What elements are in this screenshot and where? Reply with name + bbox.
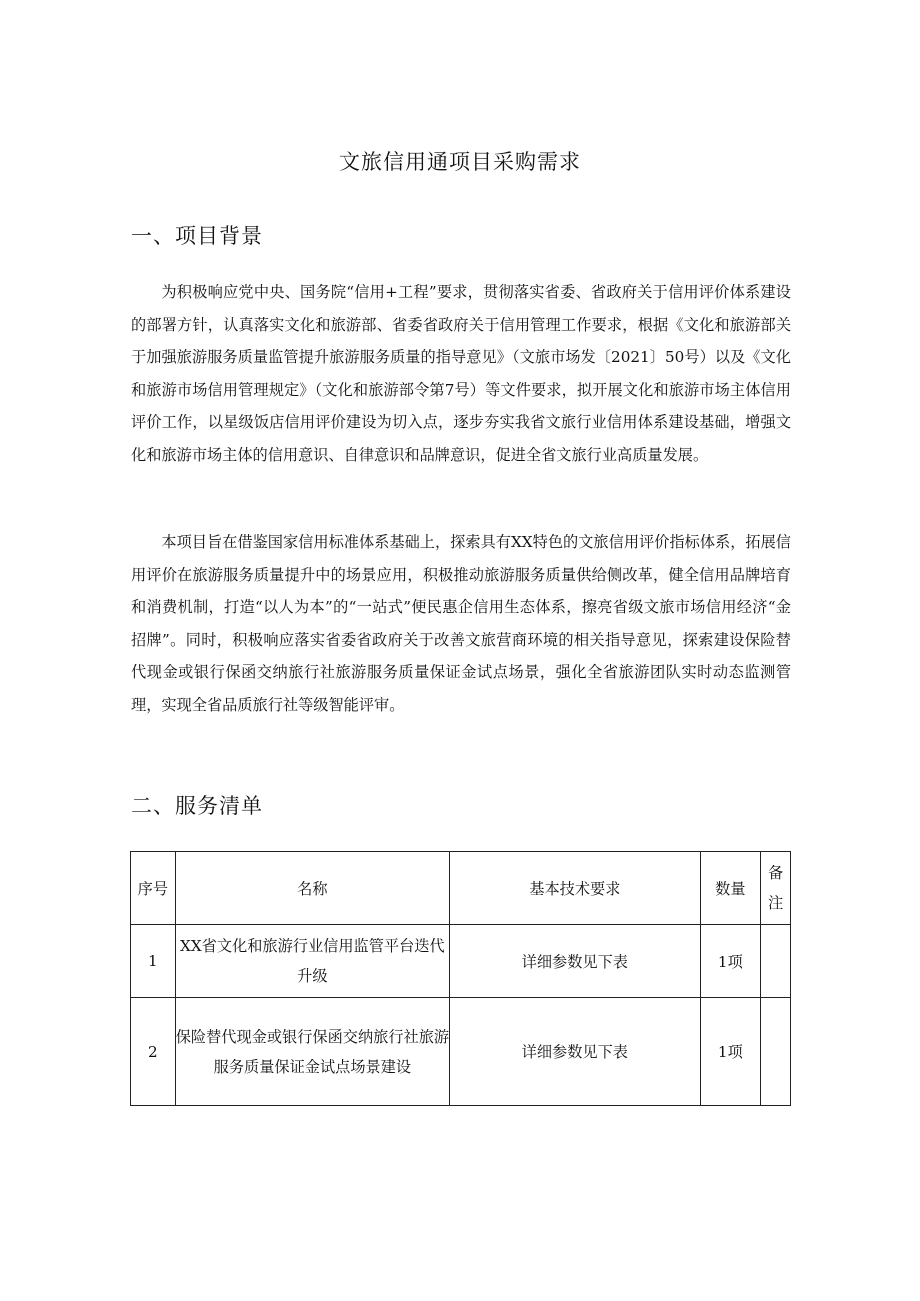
row-requirements: 详细参数见下表 [450,925,701,998]
row-remarks [761,925,791,998]
background-paragraph-2: 本项目旨在借鉴国家信用标准体系基础上，探索具有XX特色的文旅信用评价指标体系，拓展信用评价在旅游服务质量提升中的场景应用，积极推动旅游服务质量供给侧改革，健全信用品牌培育和消费机制，打造“以人为本”的“一站式”便民惠企信用生态体系，擦亮省级文旅市场信用经济“金招牌”。同时，积极响应落实省委省政府关于改善文旅营商环境的相关指导意见，探索建设保险替代现金或银行保函交纳旅行社旅游服务质量保证金试点场景，强化全省旅游团队实时动态监测管理，实现全省品质旅行社等级智能评审。 [131,533,791,714]
row-quantity: 1项 [700,925,761,998]
table-row [131,998,791,1106]
row-requirements: 详细参数见下表 [450,998,701,1106]
header-requirements: 基本技术要求 [450,852,701,925]
background-paragraph-1: 为积极响应党中央、国务院“信用+工程”要求，贯彻落实省委、省政府关于信用评价体系建设的部署方针，认真落实文化和旅游部、省委省政府关于信用管理工作要求，根据《文化和旅游部关于加强旅游服务质量监管提升旅游服务质量的指导意见》（文旅市场发〔2021〕50号）以及《文化和旅游市场信用管理规定》（文化和旅游部令第7号）等文件要求，拟开展文化和旅游市场主体信用评价工作，以星级饭店信用评价建设为切入点，逐步夯实我省文旅行业信用体系建设基础，增强文化和旅游市场主体的信用意识、自律意识和品牌意识，促进全省文旅行业高质量发展。 [131,283,791,464]
document-title: 文旅信用通项目采购需求 [339,150,581,174]
row-remarks [761,998,791,1106]
header-name: 名称 [175,852,449,925]
header-no: 序号 [131,852,176,925]
row-name: XX省文化和旅游行业信用监管平台迭代升级 [175,925,449,998]
table-header-row [131,852,791,925]
row-no: 2 [131,998,176,1106]
table-row [131,925,791,998]
header-quantity: 数量 [700,852,761,925]
section-heading-background: 一、项目背景 [131,224,263,248]
header-remarks: 备注 [761,852,791,925]
service-list-table [130,851,791,1106]
section-heading-service-list: 二、服务清单 [131,794,263,818]
row-quantity: 1项 [700,998,761,1106]
row-no: 1 [131,925,176,998]
row-name: 保险替代现金或银行保函交纳旅行社旅游服务质量保证金试点场景建设 [175,998,449,1106]
